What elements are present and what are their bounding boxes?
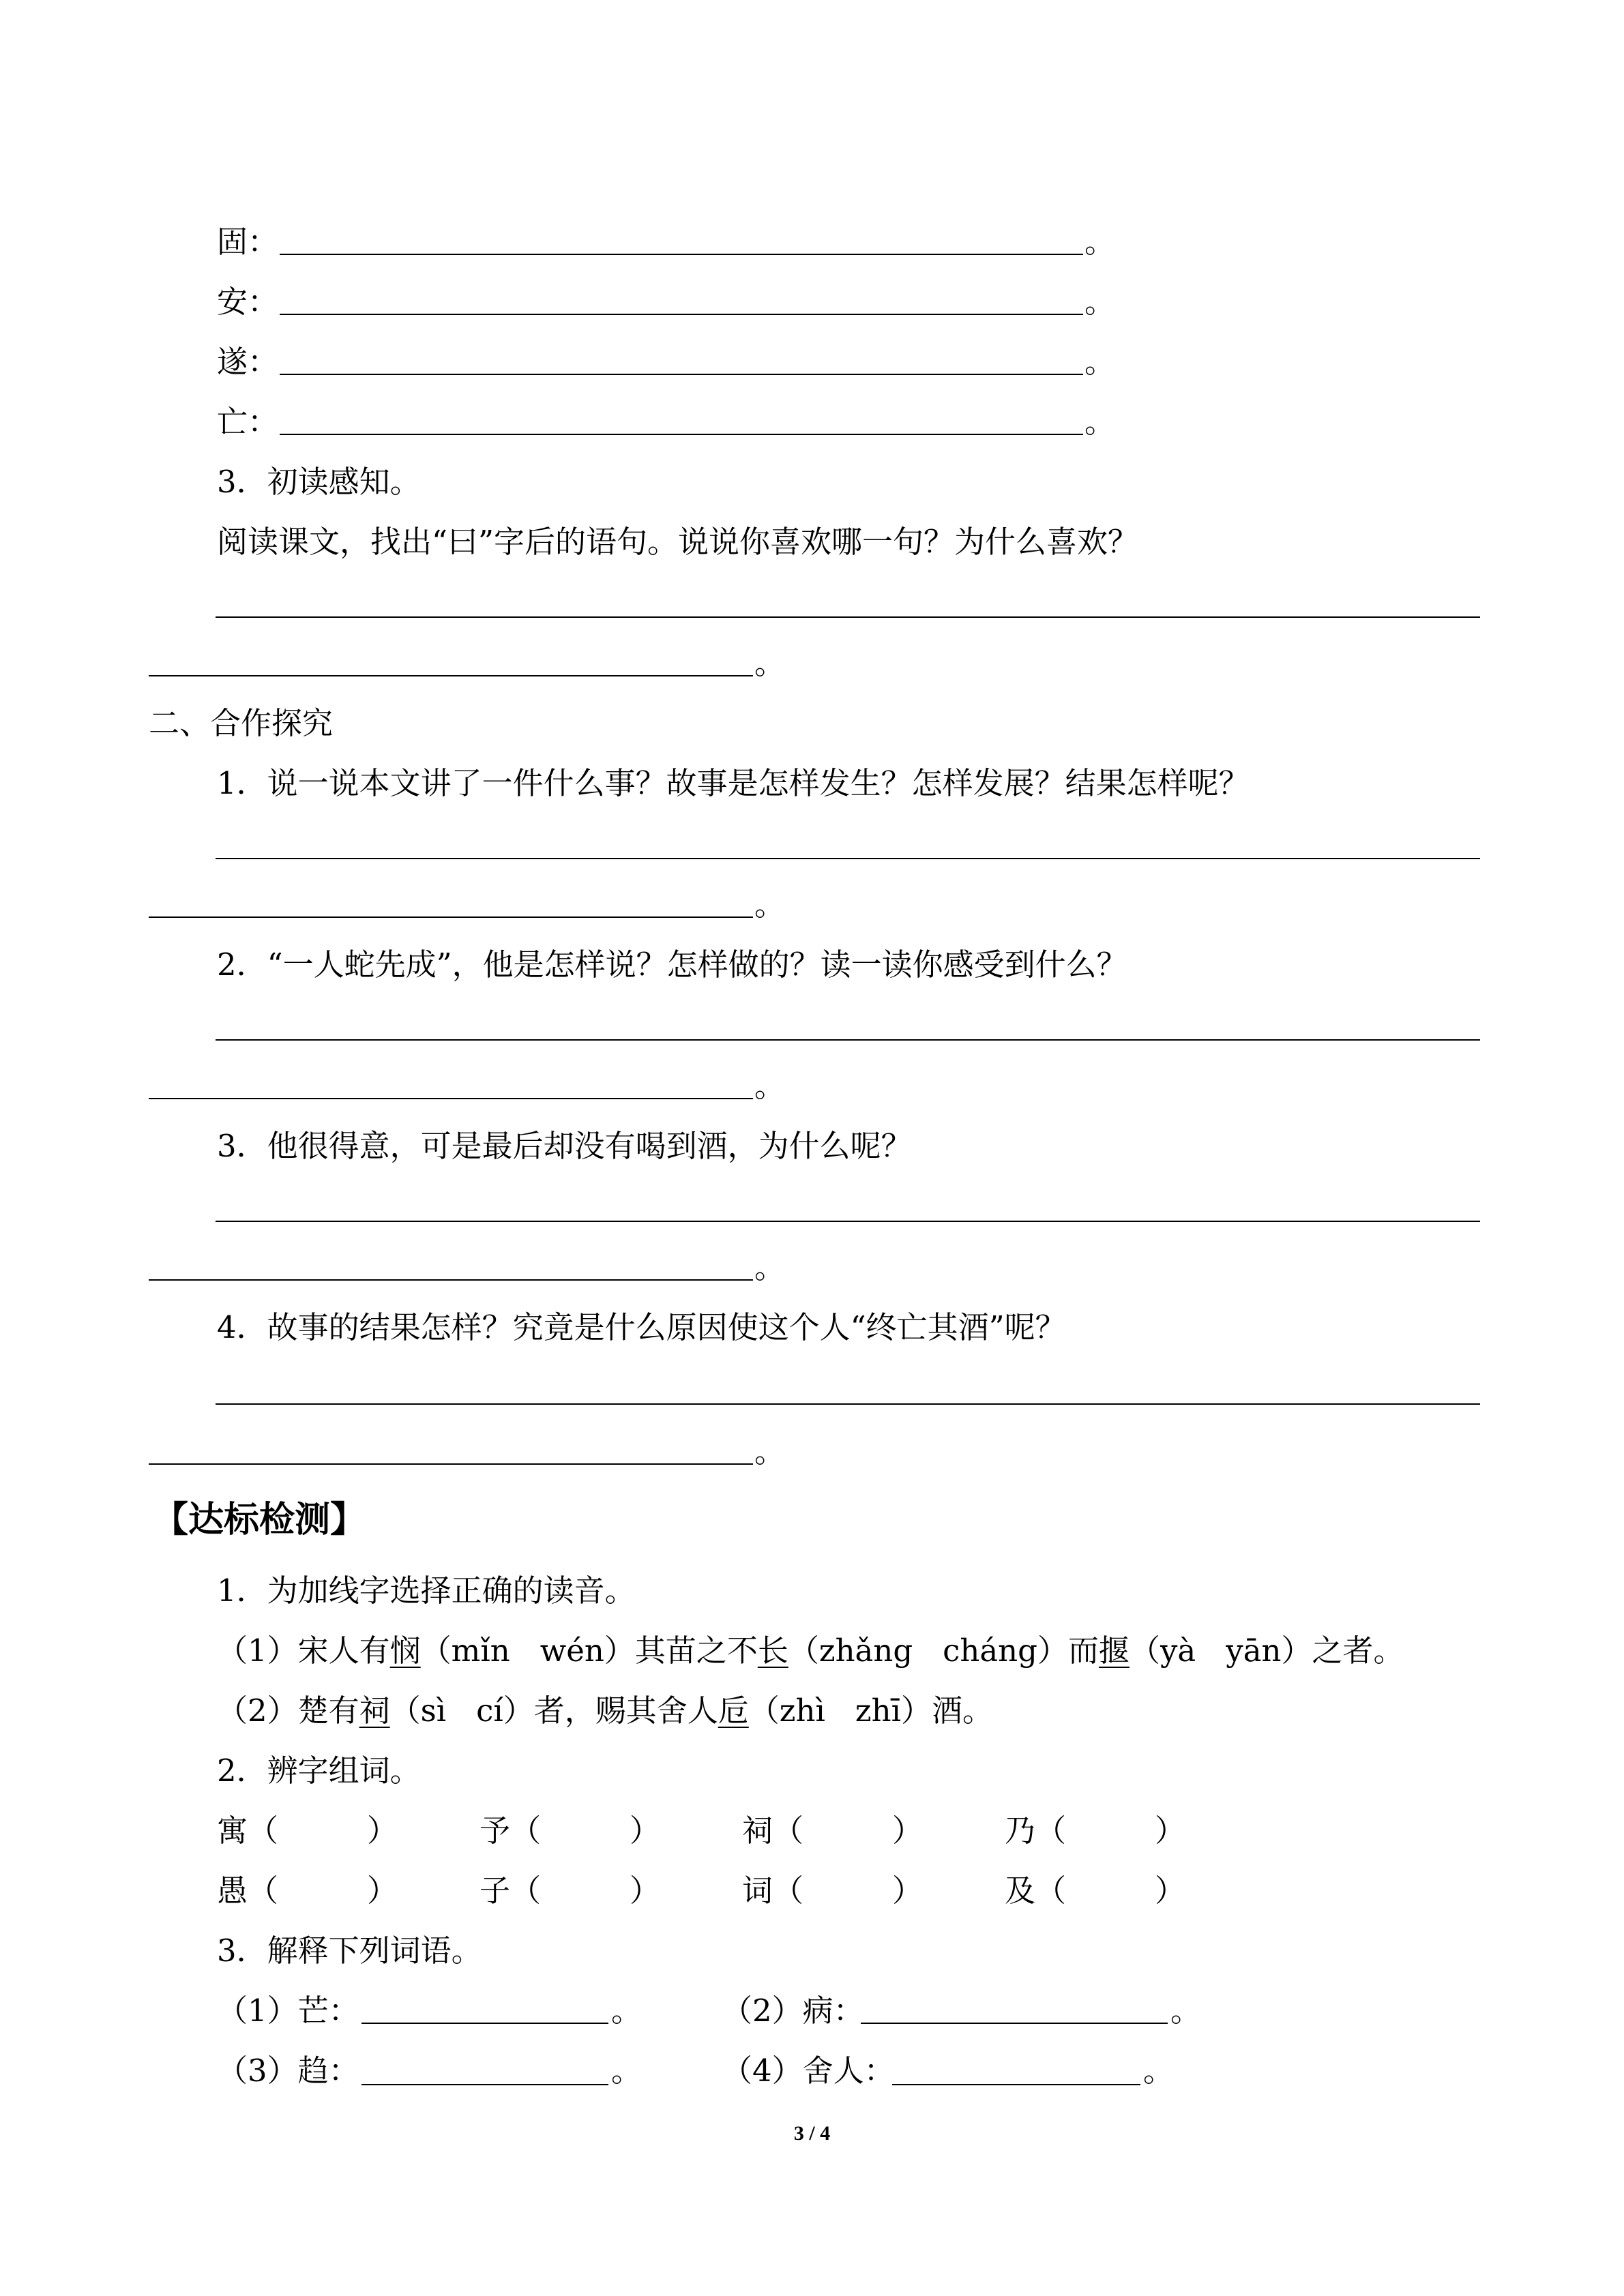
def-end-wang: 。: [1084, 404, 1116, 440]
term-end: 。: [611, 1993, 643, 2029]
word-group-char: 愚: [217, 1873, 248, 1909]
s1-q3-answer-line-1[interactable]: [216, 616, 1480, 618]
s3-q1-item-2: [217, 1686, 993, 1730]
def-answer-line-sui[interactable]: [280, 374, 1083, 375]
term-answer-line[interactable]: [892, 2084, 1140, 2085]
underlined-char: 揠: [1098, 1632, 1130, 1669]
def-label-gu: 固：: [217, 224, 279, 260]
s3-q1-item1-part: （1）宋人有: [217, 1632, 390, 1669]
def-end-sui: 。: [1084, 344, 1116, 380]
word-group-item[interactable]: 予（ ）: [479, 1813, 661, 1849]
s2-q1-answer-line-1[interactable]: [216, 858, 1480, 859]
def-label-wang: 亡：: [217, 404, 279, 440]
term-label: （3）趋：: [217, 2053, 359, 2089]
s2-q1-end: 。: [754, 886, 786, 923]
term-label: （4）舍人：: [722, 2053, 895, 2089]
s1-q3-title: 3．初读感知。: [217, 464, 421, 500]
s2-question-3: 3．他很得意，可是最后却没有喝到酒，为什么呢？: [217, 1128, 912, 1164]
word-group-item[interactable]: 乃（ ）: [1005, 1813, 1186, 1849]
underlined-char: 长: [757, 1632, 788, 1669]
s3-q1-item1-part: wén）其苗之不: [540, 1632, 758, 1669]
word-group-char: 子: [479, 1873, 511, 1909]
term-end: 。: [1170, 1993, 1202, 2029]
s2-q3-end: 。: [754, 1249, 786, 1285]
word-group-item[interactable]: 子（ ）: [479, 1873, 661, 1909]
s1-q3-end: 。: [754, 645, 786, 681]
page-number: 3 / 4: [793, 2122, 831, 2145]
word-group-char: 祠: [742, 1813, 773, 1849]
s3-q1-item2-part: （sì: [389, 1693, 447, 1729]
s2-q3-answer-line-2[interactable]: [149, 1279, 753, 1281]
s2-question-1: 1．说一说本文讲了一件什么事？故事是怎样发生？怎样发展？结果怎样呢？: [217, 765, 1250, 801]
word-group-item[interactable]: 寓（ ）: [217, 1813, 398, 1849]
word-group-char: 寓: [217, 1813, 248, 1849]
term-answer-line[interactable]: [861, 2023, 1168, 2024]
s3-q1-item1-part: （yà: [1130, 1632, 1196, 1669]
s3-q1-item2-part: （zhì: [748, 1693, 825, 1729]
s2-q2-answer-line-2[interactable]: [149, 1098, 753, 1099]
term-label: （1）芒：: [217, 1993, 359, 2029]
section3-title: 【达标检测】: [153, 1499, 366, 1540]
def-answer-line-gu[interactable]: [280, 254, 1083, 255]
word-group-item[interactable]: 词（ ）: [742, 1873, 924, 1909]
s3-q1-item2-part: cí）者，赐其舍人: [476, 1693, 718, 1729]
s2-q3-answer-line-1[interactable]: [216, 1221, 1480, 1222]
underlined-char: 卮: [718, 1693, 749, 1729]
s3-q1-item1-part: （mǐn: [420, 1632, 510, 1669]
s2-question-4: 4．故事的结果怎样？究竟是什么原因使这个人“终亡其酒”呢？: [217, 1309, 1066, 1345]
term-label: （2）病：: [722, 1993, 864, 2029]
s1-q3-prompt: 阅读课文，找出“曰”字后的语句。说说你喜欢哪一句？为什么喜欢？: [217, 524, 1139, 560]
s2-question-2: 2．“一人蛇先成”，他是怎样说？怎样做的？读一读你感受到什么？: [217, 946, 1127, 983]
word-group-item[interactable]: 愚（ ）: [217, 1873, 398, 1909]
s3-q1-item2-part: （2）楚有: [217, 1693, 359, 1729]
word-group-char: 予: [479, 1813, 511, 1849]
section2-title: 二、合作探究: [149, 705, 334, 741]
s2-q4-answer-line-1[interactable]: [216, 1403, 1480, 1405]
term-answer-line[interactable]: [361, 2084, 608, 2085]
def-label-an: 安：: [217, 284, 279, 320]
s3-q1-item2-part: zhī）酒。: [855, 1693, 993, 1729]
def-label-sui: 遂：: [217, 344, 279, 380]
word-group-char: 及: [1005, 1873, 1036, 1909]
s3-q1-item1-part: yān）之者。: [1226, 1632, 1404, 1669]
s3-q1-item-1: [217, 1626, 1404, 1670]
term-end: 。: [611, 2053, 643, 2089]
s1-q3-answer-line-2[interactable]: [149, 675, 753, 676]
word-group-item[interactable]: 及（ ）: [1005, 1873, 1186, 1909]
s2-q4-answer-line-2[interactable]: [149, 1463, 753, 1465]
def-end-an: 。: [1084, 284, 1116, 320]
underlined-char: 悯: [389, 1632, 421, 1669]
s2-q4-end: 。: [754, 1433, 786, 1470]
term-end: 。: [1143, 2053, 1175, 2089]
s3-q3-title: 3．解释下列词语。: [217, 1933, 482, 1969]
s3-q1-title: 1．为加线字选择正确的读音。: [217, 1572, 636, 1609]
def-answer-line-wang[interactable]: [280, 434, 1083, 435]
s3-q1-item1-part: cháng）而: [943, 1632, 1099, 1669]
s2-q2-answer-line-1[interactable]: [216, 1039, 1480, 1041]
term-answer-line[interactable]: [361, 2023, 608, 2024]
word-group-char: 乃: [1005, 1813, 1036, 1849]
underlined-char: 祠: [359, 1693, 390, 1729]
word-group-item[interactable]: 祠（ ）: [742, 1813, 924, 1849]
s3-q1-item1-part: （zhǎng: [788, 1632, 913, 1669]
s2-q1-answer-line-2[interactable]: [149, 916, 753, 918]
s2-q2-end: 。: [754, 1068, 786, 1104]
s3-q2-title: 2．辨字组词。: [217, 1753, 421, 1789]
def-answer-line-an[interactable]: [280, 314, 1083, 315]
word-group-char: 词: [742, 1873, 773, 1909]
def-end-gu: 。: [1084, 224, 1116, 260]
